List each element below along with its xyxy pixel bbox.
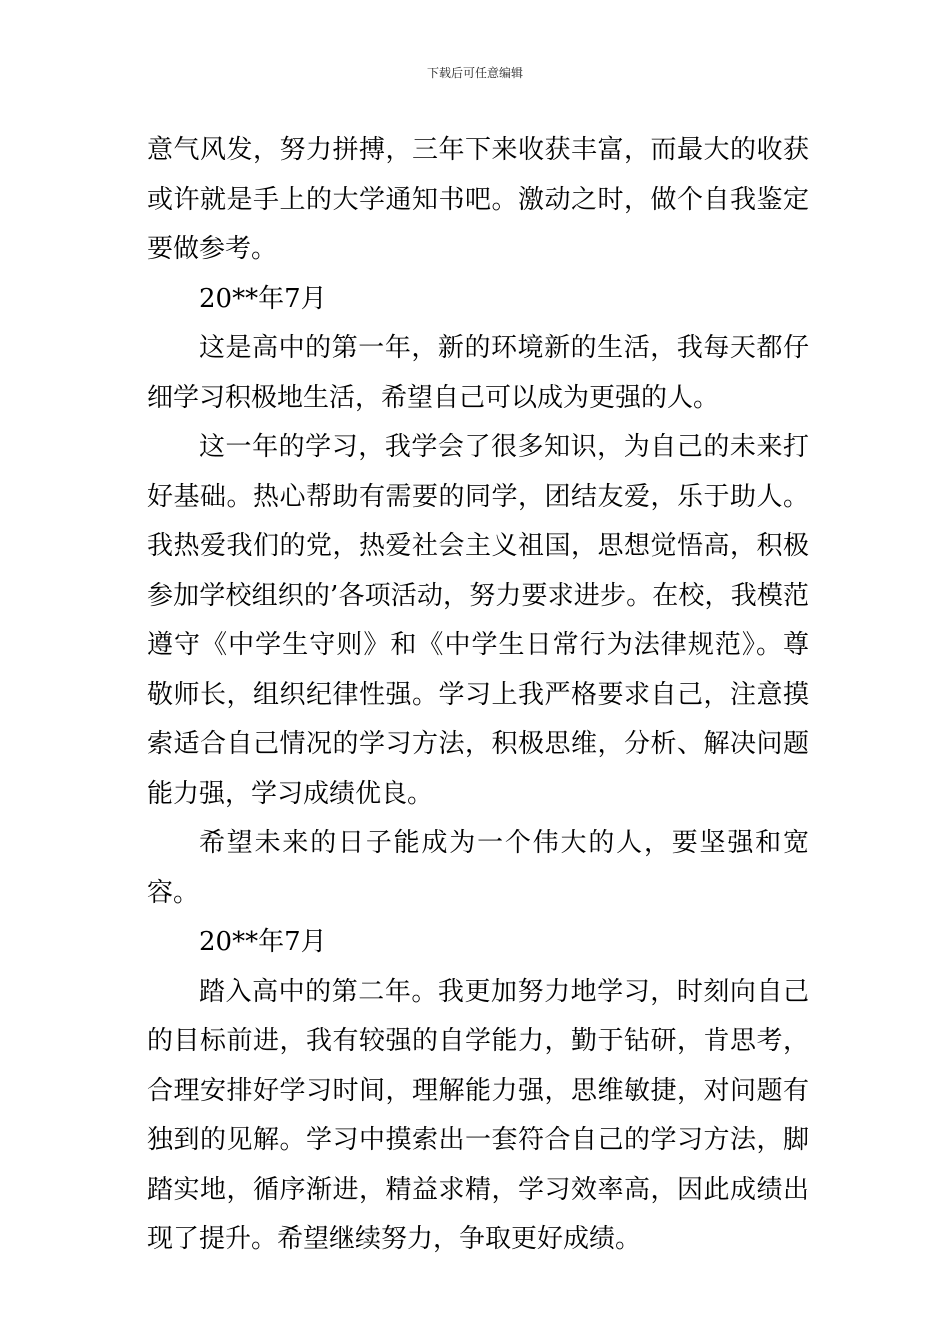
page-header: 下载后可任意编辑 — [426, 66, 523, 80]
hope-paragraph: 希望未来的日子能成为一个伟大的人，要坚强和宽容。 — [147, 828, 809, 908]
date-line-2: 20**年7月 — [199, 927, 327, 957]
date-line-1: 20**年7月 — [199, 283, 327, 314]
study-paragraph: 这一年的学习，我学会了很多知识，为自己的未来打好基础。热心帮助有需要的同学，团结友爱，乐于助人。我热爱我们的党，热爱社会主义祖国，思想觉悟高，积极参加学校组织的’各项活动，努力要求进步。在校，我模范遵守《中学生守则》和《中学生日常行为法律规范》。尊敬师长，组织纪律性强。学习上我严格要求自己，注意摸索适合自己情况的学习方法，积极思维，分析、解决问题能力强，学习成绩优良。 — [147, 432, 809, 809]
document-body — [147, 126, 809, 1265]
second-year-paragraph: 踏入高中的第二年。我更加努力地学习，时刻向自己的目标前进，我有较强的自学能力，勤于钻研，肯思考，合理安排好学习时间，理解能力强，思维敏捷，对问题有独到的见解。学习中摸索出一套符合自己的学习方法，脚踏实地，循序渐进，精益求精，学习效率高，因此成绩出现了提升。希望继续努力，争取更好成绩。 — [147, 976, 809, 1254]
intro-paragraph: 意气风发，努力拼搏，三年下来收获丰富，而最大的收获或许就是手上的大学通知书吧。激动之时，做个自我鉴定要做参考。 — [147, 135, 809, 264]
first-year-paragraph: 这是高中的第一年，新的环境新的生活，我每天都仔细学习积极地生活，希望自己可以成为更强的人。 — [147, 333, 809, 413]
